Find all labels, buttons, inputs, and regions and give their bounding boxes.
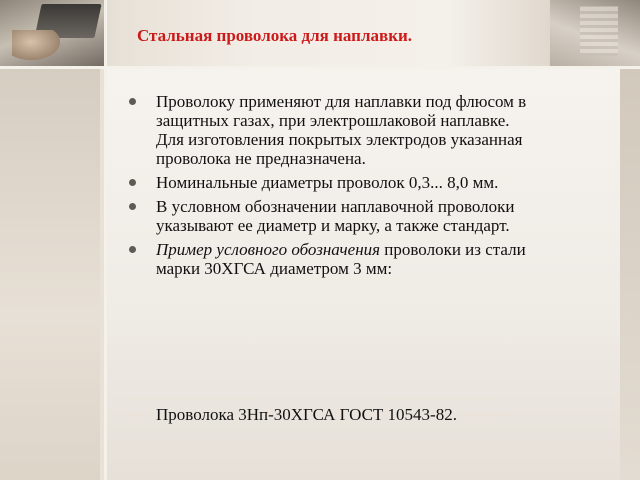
background-photo-building xyxy=(550,0,640,68)
slide-title: Стальная проволока для наплавки. xyxy=(137,26,413,45)
bullet-item xyxy=(128,240,528,278)
bullet-dot-icon xyxy=(129,98,136,105)
bullet-item xyxy=(128,197,528,235)
bullet-text: Номинальные диаметры проволок 0,3... 8,0 мм. xyxy=(156,173,499,192)
designation-example: Проволока 3Нп-30ХГСА ГОСТ 10543-82. xyxy=(156,405,457,424)
bullet-italic-text: Пример условного обозначения xyxy=(156,240,381,259)
bullet-text: проволоки из стали марки 30ХГСА диаметром 3 мм: xyxy=(156,240,526,278)
bullet-item xyxy=(128,92,528,168)
hands-image xyxy=(12,30,60,60)
background-left-strip xyxy=(0,68,100,480)
background-photo-laptop xyxy=(0,0,105,68)
bullet-text: В условном обозначении наплавочной проволоки указывают ее диаметр и марку, а также стандарт. xyxy=(156,197,515,235)
bullet-text: Проволоку применяют для наплавки под флюсом в защитных газах, при электрошлаковой наплавке. Для изготовления покрытых электродов указанная проволока не предназначена. xyxy=(156,92,527,168)
bullet-dot-icon xyxy=(129,203,136,210)
background-right-strip xyxy=(620,68,640,480)
bullet-item xyxy=(128,173,528,192)
bullet-dot-icon xyxy=(129,179,136,186)
bullet-list xyxy=(128,92,528,283)
bullet-dot-icon xyxy=(129,246,136,253)
